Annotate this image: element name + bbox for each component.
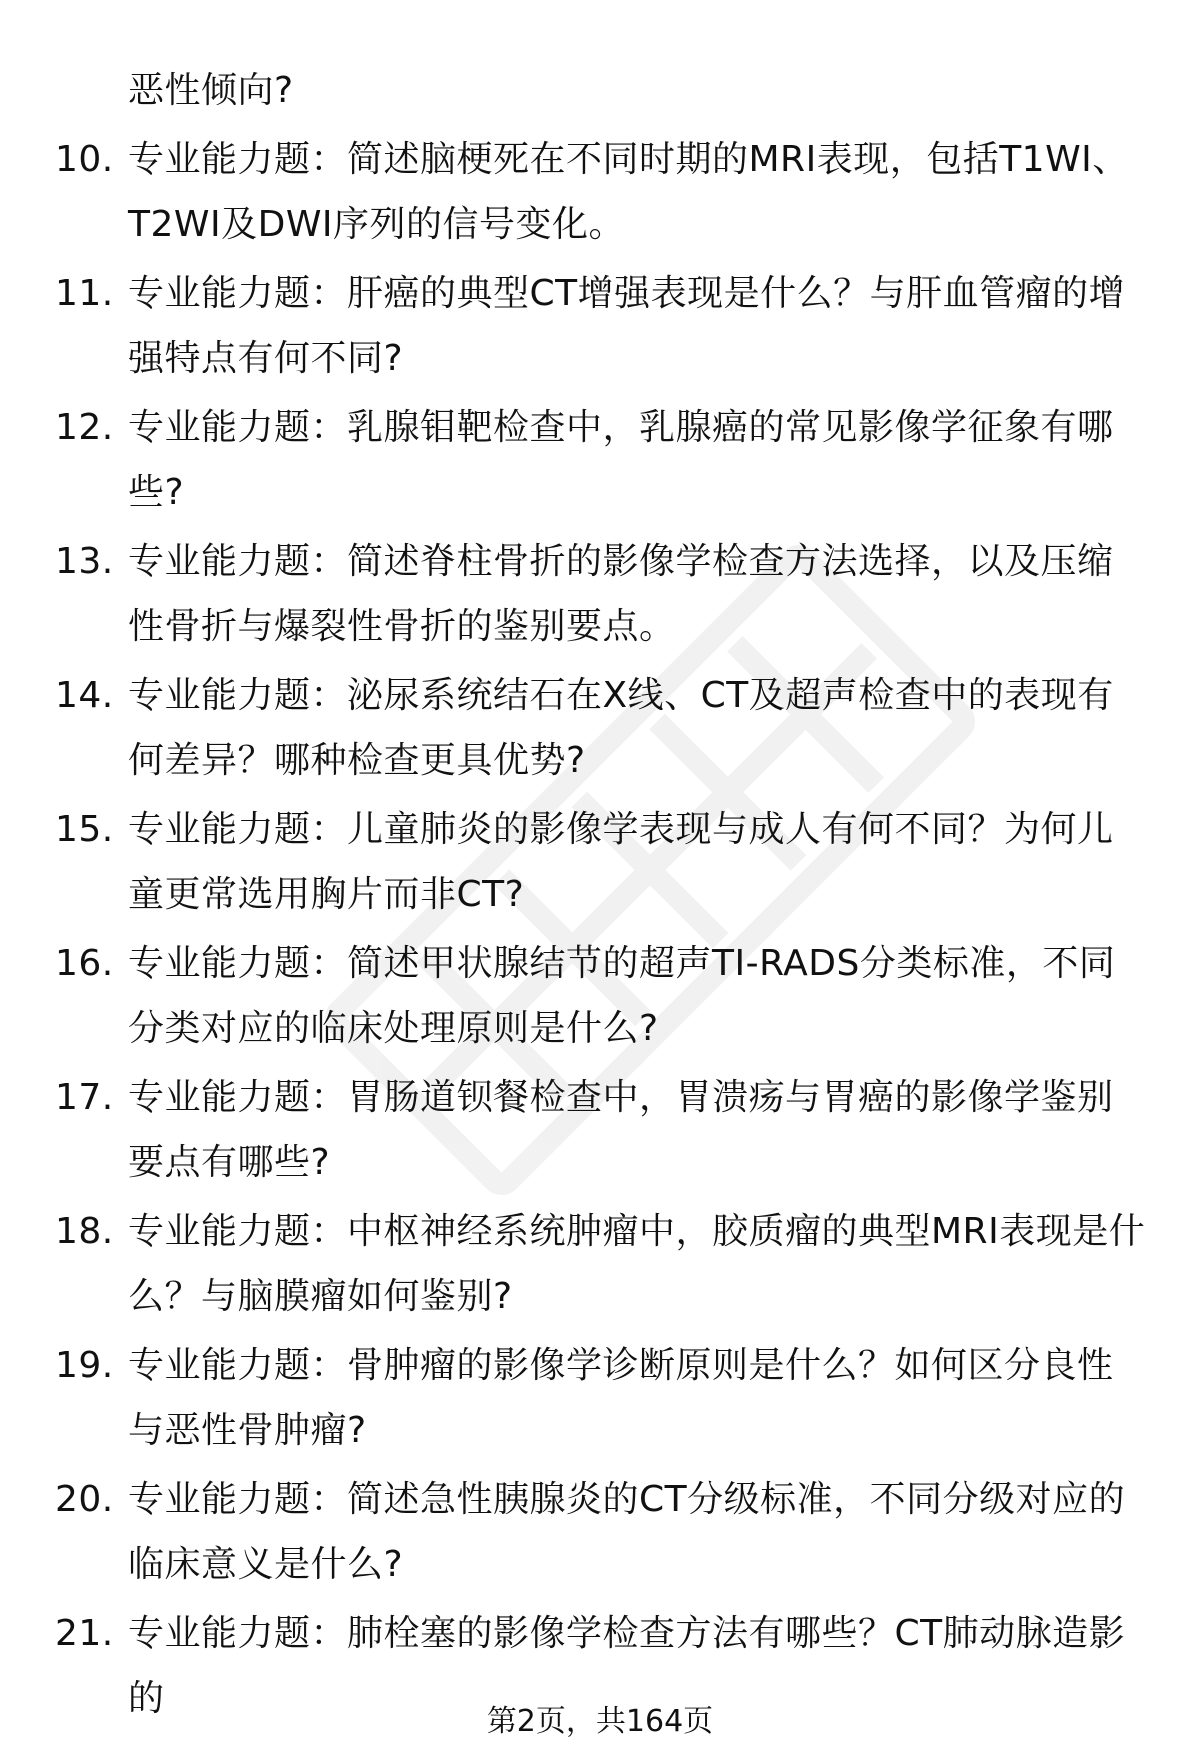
item-number: 13. (55, 541, 114, 582)
list-item (0, 931, 1200, 1061)
page-footer: 第2页，共164页 (486, 1704, 714, 1739)
item-text: 专业能力题：泌尿系统结石在X线、CT及超声检查中的表现有何差异？哪种检查更具优势? (128, 675, 1114, 781)
item-number: 18. (55, 1211, 114, 1252)
list-item (0, 1467, 1200, 1597)
list-item (0, 58, 1200, 123)
item-number: 11. (55, 273, 114, 314)
item-text: 恶性倾向? (128, 70, 294, 111)
list-item (0, 797, 1200, 927)
list-item (0, 127, 1200, 257)
item-number: 16. (55, 943, 114, 984)
item-number: 12. (55, 407, 114, 448)
item-number: 17. (55, 1077, 114, 1118)
item-text: 专业能力题：肝癌的典型CT增强表现是什么？与肝血管瘤的增强特点有何不同? (128, 273, 1126, 379)
item-number: 20. (55, 1479, 114, 1520)
item-text: 专业能力题：中枢神经系统肿瘤中，胶质瘤的典型MRI表现是什么？与脑膜瘤如何鉴别? (128, 1211, 1146, 1317)
list-item (0, 395, 1200, 525)
item-text: 专业能力题：胃肠道钡餐检查中，胃溃疡与胃癌的影像学鉴别要点有哪些? (128, 1077, 1114, 1183)
item-text: 专业能力题：儿童肺炎的影像学表现与成人有何不同？为何儿童更常选用胸片而非CT? (128, 809, 1114, 915)
list-item (0, 1065, 1200, 1195)
item-text: 专业能力题：乳腺钼靶检查中，乳腺癌的常见影像学征象有哪些? (128, 407, 1114, 513)
item-text: 专业能力题：肺栓塞的影像学检查方法有哪些？CT肺动脉造影的 (128, 1613, 1126, 1719)
list-item (0, 1199, 1200, 1329)
item-text: 专业能力题：骨肿瘤的影像学诊断原则是什么？如何区分良性与恶性骨肿瘤? (128, 1345, 1114, 1451)
question-list (0, 58, 1200, 1735)
item-text: 专业能力题：简述急性胰腺炎的CT分级标准，不同分级对应的临床意义是什么? (128, 1479, 1126, 1585)
item-number: 19. (55, 1345, 114, 1386)
item-number: 15. (55, 809, 114, 850)
list-item (0, 261, 1200, 391)
item-text: 专业能力题：简述脊柱骨折的影像学检查方法选择，以及压缩性骨折与爆裂性骨折的鉴别要点。 (128, 541, 1114, 647)
item-number: 21. (55, 1613, 114, 1654)
list-item (0, 1333, 1200, 1463)
item-text: 专业能力题：简述脑梗死在不同时期的MRI表现，包括T1WI、T2WI及DWI序列的信号变化。 (128, 139, 1129, 245)
item-number: 14. (55, 675, 114, 716)
item-number: 10. (55, 139, 114, 180)
item-text: 专业能力题：简述甲状腺结节的超声TI-RADS分类标准，不同分类对应的临床处理原则是什么? (128, 943, 1116, 1049)
list-item (0, 663, 1200, 793)
list-item (0, 529, 1200, 659)
